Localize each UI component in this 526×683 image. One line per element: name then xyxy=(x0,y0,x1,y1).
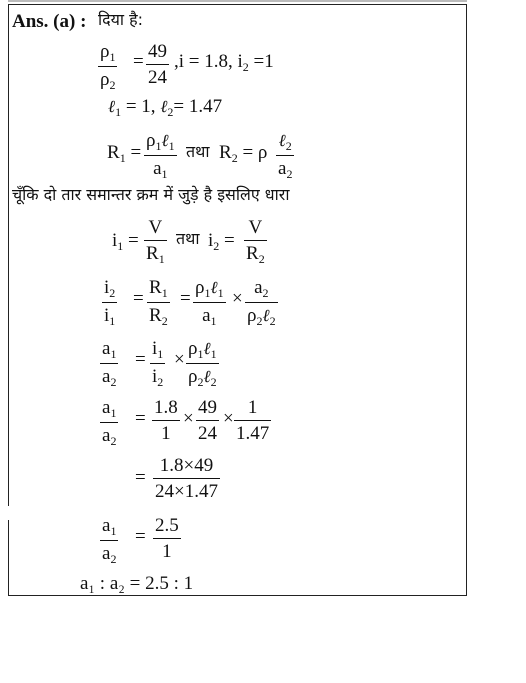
i-ratio-fraction: $i_2$ $i_1$ xyxy=(104,277,116,328)
equals-sign: = xyxy=(135,467,146,488)
r1-label: $R_1$ = xyxy=(107,142,142,165)
equals-sign: = xyxy=(135,526,146,547)
times-sign: × xyxy=(174,349,185,370)
rho-value-fraction: 49 24 xyxy=(148,41,167,88)
times-sign: × xyxy=(183,408,194,429)
rho-l-over-a-fraction: $\rho_1\ell_1$ $a_1$ xyxy=(195,277,224,328)
i-ratio-fraction-2: $i_1$ $i_2$ xyxy=(152,338,164,389)
times-sign: × xyxy=(232,288,243,309)
equals-sign: = xyxy=(180,288,191,309)
value-fraction-1: 1.8 1 xyxy=(154,397,178,444)
top-rule xyxy=(8,0,467,2)
equals-sign: = xyxy=(133,51,144,72)
equals-sign: = xyxy=(135,408,146,429)
equals-sign: = xyxy=(133,288,144,309)
r2-label: $R_2 = \rho$ xyxy=(219,142,268,165)
tatha-word-2: तथा xyxy=(176,229,200,248)
i1-label: $i_1$ = xyxy=(112,230,139,253)
a-ratio-fraction: $a_1$ $a_2$ xyxy=(102,515,117,566)
final-ratio: a₁ : a₂ = 2.5 : 1 xyxy=(80,573,194,594)
statement-text: चूँकि दो तार समान्तर क्रम में जुड़े है इसलिए धारा xyxy=(12,185,290,204)
a-over-rho-l-fraction: $a_2$ $\rho_2\ell_2$ xyxy=(247,277,276,328)
i1-fraction: V $R_1$ xyxy=(146,217,165,266)
a-ratio-fraction: $a_1$ $a_2$ xyxy=(102,338,117,389)
a-ratio-fraction: $a_1$ $a_2$ xyxy=(102,397,117,448)
r1-fraction: $\rho_1\ell_1$ $a_1$ xyxy=(146,130,175,181)
length-values: ℓ$_1$ = 1, ℓ$_2$= 1.47 xyxy=(108,96,223,119)
rho-ratio-fraction: $\rho_1$ $\rho_2$ xyxy=(100,41,116,92)
i2-label: $i_2$ = xyxy=(208,230,235,253)
answer-label: Ans. (a) : xyxy=(12,11,87,32)
rho-l-ratio-fraction: $\rho_1\ell_1$ $\rho_2\ell_2$ xyxy=(188,338,217,389)
r-ratio-fraction: $R_1$ $R_2$ xyxy=(149,277,168,328)
current-values: ,i = 1.8, $i_2 =1$ xyxy=(174,51,274,74)
tatha-word-1: तथा xyxy=(186,142,210,161)
equals-sign: = xyxy=(135,349,146,370)
product-fraction: 1.8×49 24×1.47 xyxy=(155,455,218,502)
result-fraction: 2.5 1 xyxy=(155,515,179,562)
i2-fraction: V $R_2$ xyxy=(246,217,265,266)
value-fraction-2: 49 24 xyxy=(198,397,217,444)
given-heading: दिया है: xyxy=(98,10,144,29)
value-fraction-3: 1 1.47 xyxy=(236,397,270,444)
r2-fraction: ℓ$_2$ $a_2$ xyxy=(278,131,293,181)
times-sign: × xyxy=(223,408,234,429)
border-gap xyxy=(7,506,11,520)
